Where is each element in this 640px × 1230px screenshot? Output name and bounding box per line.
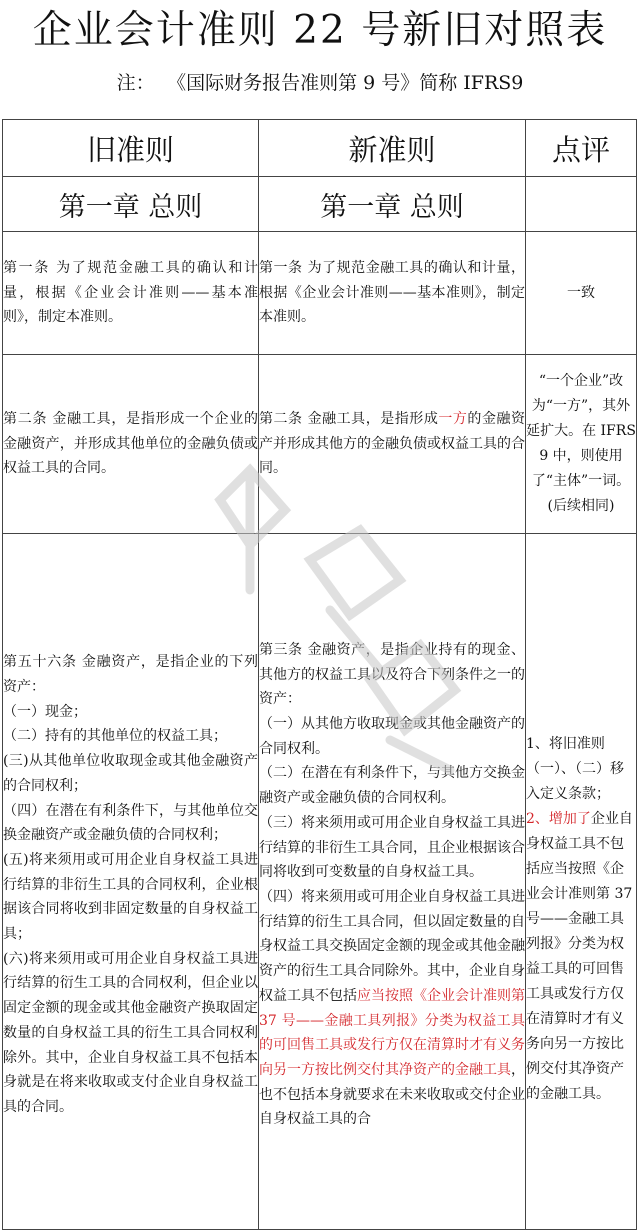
header-row: [3, 120, 637, 177]
table-row: [3, 232, 637, 355]
row3-comment-1: 1、将旧准则（一）、（二）移入定义条款；: [526, 735, 624, 802]
row2-new-highlight: 一方: [438, 410, 468, 427]
row1-comment: 一致: [526, 232, 637, 355]
table-row: [3, 534, 637, 1230]
row3-old-para: 第五十六条 金融资产，是指企业的下列资产：: [3, 654, 258, 696]
page-title: 企业会计准则 22 号新旧对照表: [32, 8, 608, 53]
row3-new-para: 第三条 金融资产，是指企业持有的现金、其他方的权益工具以及符合下列条件之一的资产：: [259, 641, 525, 708]
row3-new-para-4: [259, 885, 525, 1132]
row1-new: 第一条 为了规范金融工具的确认和计量，根据《企业会计准则——基本准则》，制定本准则。: [259, 232, 526, 355]
row3-old-para: (三)从其他单位收取现金或其他金融资产的合同权利；: [3, 753, 258, 794]
note-label: 注：: [116, 72, 155, 94]
row3-new-p4-text-b: ，也不包括本身就要求在未来收取或交付企业自身权益工具的合: [259, 1061, 525, 1128]
row3-old-para: （四）在潜在有利条件下，与其他单位交换金融资产或金融负债的合同权利；: [3, 802, 258, 844]
row2-new-text-b: 的金融资产并形成其他方的金融负债或权益工具的合同。: [259, 410, 526, 477]
chapter-new: 第一章 总则: [259, 177, 526, 232]
chapter-old: 第一章 总则: [3, 177, 259, 232]
chapter-comment-empty: [526, 177, 637, 232]
row3-new-p4-text-a: （四）将来须用或可用企业自身权益工具进行结算的衍生工具合同，但以固定数量的自身权益工具交换固定金额的现金或其他金融资产的衍生工具合同除外。其中，企业自身权益工具不包括: [259, 889, 525, 1004]
header-comment: 点评: [526, 120, 637, 177]
row3-old-para: (六)将来须用或可用企业自身权益工具进行结算的衍生工具的合同权利，但企业以固定金额的现金或其他金融资产换取固定数量的自身权益工具的衍生工具合同权利除外。其中，企业自身权益工具不包括本身就是在将来收取或支付企业自身权益工具的合同。: [3, 950, 258, 1115]
row2-old: 第二条 金融工具，是指形成一个企业的金融资产，并形成其他单位的金融负债或权益工具的合同。: [3, 355, 259, 534]
header-old: 旧准则: [3, 120, 259, 177]
chapter-row: [3, 177, 637, 232]
row3-old-para: （一）现金；: [3, 703, 87, 720]
row3-comment-2-highlight: 2、增加了: [526, 810, 591, 827]
row3-comment-2-text: 企业自身权益工具不包括应当按照《企业会计准则第 37 号——金融工具列报》分类为权益工具的可回售工具或发行方仅在清算时才有义务向另一方按比例交付其净资产的金融工具。: [526, 810, 633, 1102]
row2-comment: “一个企业”改为“一方”，其外延扩大。在 IFRS 9 中，则使用了“主体”一词。(后续相同): [526, 355, 637, 534]
row3-old-para: （二）持有的其他单位的权益工具；: [3, 728, 227, 745]
row3-comment: [526, 534, 637, 1230]
note-text: 《国际财务报告准则第 9 号》简称 IFRS9: [176, 72, 524, 94]
row3-old-para: (五)将来须用或可用企业自身权益工具进行结算的非衍生工具的合同权利，企业根据该合同将收到非固定数量的自身权益工具；: [3, 851, 258, 943]
row3-new-para: （二）在潜在有利条件下，与其他方交换金融资产或金融负债的合同权利。: [259, 765, 525, 807]
comparison-table: [2, 119, 637, 1230]
row3-new-p4-highlight: 应当按照《企业会计准则第 37 号——金融工具列报》分类为权益工具的可回售工具或发行方仅在清算时才有义务向另一方按比例交付其净资产的金融工具: [259, 987, 525, 1078]
row3-new: [259, 534, 526, 1230]
row3-comment-2: [526, 807, 636, 1107]
header-new: 新准则: [259, 120, 526, 177]
table-row: [3, 355, 637, 534]
row3-old: [3, 534, 259, 1230]
row2-new: [259, 355, 526, 534]
row1-old: 第一条 为了规范金融工具的确认和计量，根据《企业会计准则——基本准则》，制定本准则。: [3, 232, 259, 355]
row3-new-para: （一）从其他方收取现金或其他金融资产的合同权利。: [259, 716, 525, 757]
row3-new-para: （三）将来须用或可用企业自身权益工具进行结算的非衍生工具合同，且企业根据该合同将收到可变数量的自身权益工具。: [259, 814, 525, 881]
row2-new-text-a: 第二条 金融工具，是指形成: [259, 410, 439, 427]
note: [0, 68, 640, 98]
